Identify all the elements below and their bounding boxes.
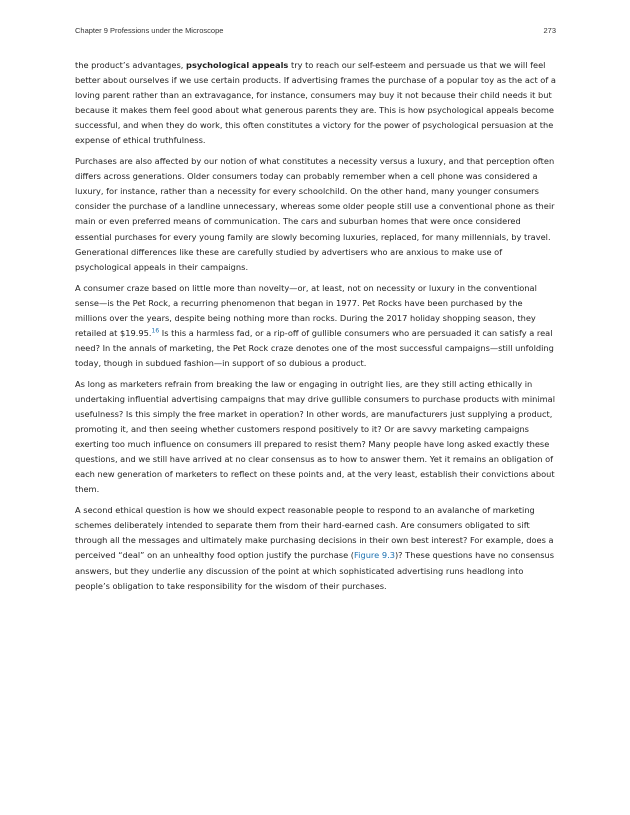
footnote-link[interactable]: 16 — [151, 327, 160, 335]
body-text — [75, 58, 556, 600]
paragraph-5 — [75, 503, 556, 593]
paragraph-1-rest: try to reach our self-esteem and persuade us that we will feel better about ourselves if we use certain products. If advertising frames the purchase of a popular toy as the act of a loving parent rather than an extravagance, for instance, consumers may buy it not because their child needs it but because it makes them feel good about what generous parents they are. This is how psychological appeals become successful, and when they do work, this often constitutes a victory for the power of psychological persuasion at the expense of ethical truthfulness. — [75, 60, 556, 146]
paragraph-2: Purchases are also affected by our notion of what constitutes a necessity versus a luxury, and that perception often differs across generations. Older consumers today can probably remember when a cell phone was considered a luxury, for instance, rather than a necessity for every schoolchild. On the other hand, many younger consumers consider the purchase of a landline unnecessary, whereas some older people still use a conventional phone as their main or even preferred means of communication. The cars and suburban homes that were once considered essential purchases for every young family are slowly becoming luxuries, replaced, for many millennials, by travel. Generational differences like these are carefully studied by advertisers who are anxious to make use of psychological appeals in their campaigns. — [75, 156, 555, 272]
paragraph-3-rest: Is this a harmless fad, or a rip-off of gullible consumers who are persuaded it can satisfy a real need? In the annals of marketing, the Pet Rock craze denotes one of the most successful campaigns—still unfolding today, though in subdued fashion—in support of so dubious a product. — [75, 327, 554, 368]
running-header — [75, 26, 556, 35]
paragraph-1 — [75, 58, 556, 148]
chapter-title: Chapter 9 Professions under the Microscope — [75, 26, 224, 35]
paragraph-3 — [75, 281, 556, 371]
page-number: 273 — [543, 26, 556, 35]
paragraph-4: As long as marketers refrain from breaking the law or engaging in outright lies, are they still acting ethically in undertaking influential advertising campaigns that may drive gullible consumers to purchase products with minimal usefulness? Is this simply the free market in operation? In other words, are manufacturers just supplying a product, promoting it, and then seeing whether customers respond positively to it? Or are savvy marketing campaigns exerting too much influence on consumers ill prepared to resist them? Many people have long asked exactly these questions, and we still have arrived at no clear consensus as to how to answer them. Yet it remains an obligation of each new generation of marketers to reflect on these points and, at the very least, establish their convictions about them. — [75, 378, 556, 495]
bold-term: psychological appeals — [186, 60, 289, 70]
paragraph-5-rest: )? These questions have no consensus answers, but they underlie any discussion of the point at which sophisticated advertising runs headlong into people’s obligation to take responsibility for the wisdom of their purchases. — [75, 550, 555, 591]
paragraph-3-start: A consumer craze based on little more than novelty—or, at least, not on necessity or luxury in the conventional sense—is the Pet Rock, a recurring phenomenon that began in 1977. Pet Rocks have been purchased by the millions over the years, despite being nothing more than rocks. During the 2017 holiday shopping season, they retailed at $19.95. — [75, 282, 537, 338]
paragraph-1-start: the product’s advantages, — [75, 60, 187, 70]
paragraph-5-start: A second ethical question is how we should expect reasonable people to respond to an avalanche of marketing schemes deliberately intended to separate them from their hard-earned cash. Are consumers obligated to sift through all the messages and ultimately make purchasing decisions in their own best interest? For example, does a perceived “deal” on an unhealthy food option justify the purchase ( — [75, 505, 554, 561]
figure-link[interactable]: Figure 9.3 — [354, 550, 395, 561]
